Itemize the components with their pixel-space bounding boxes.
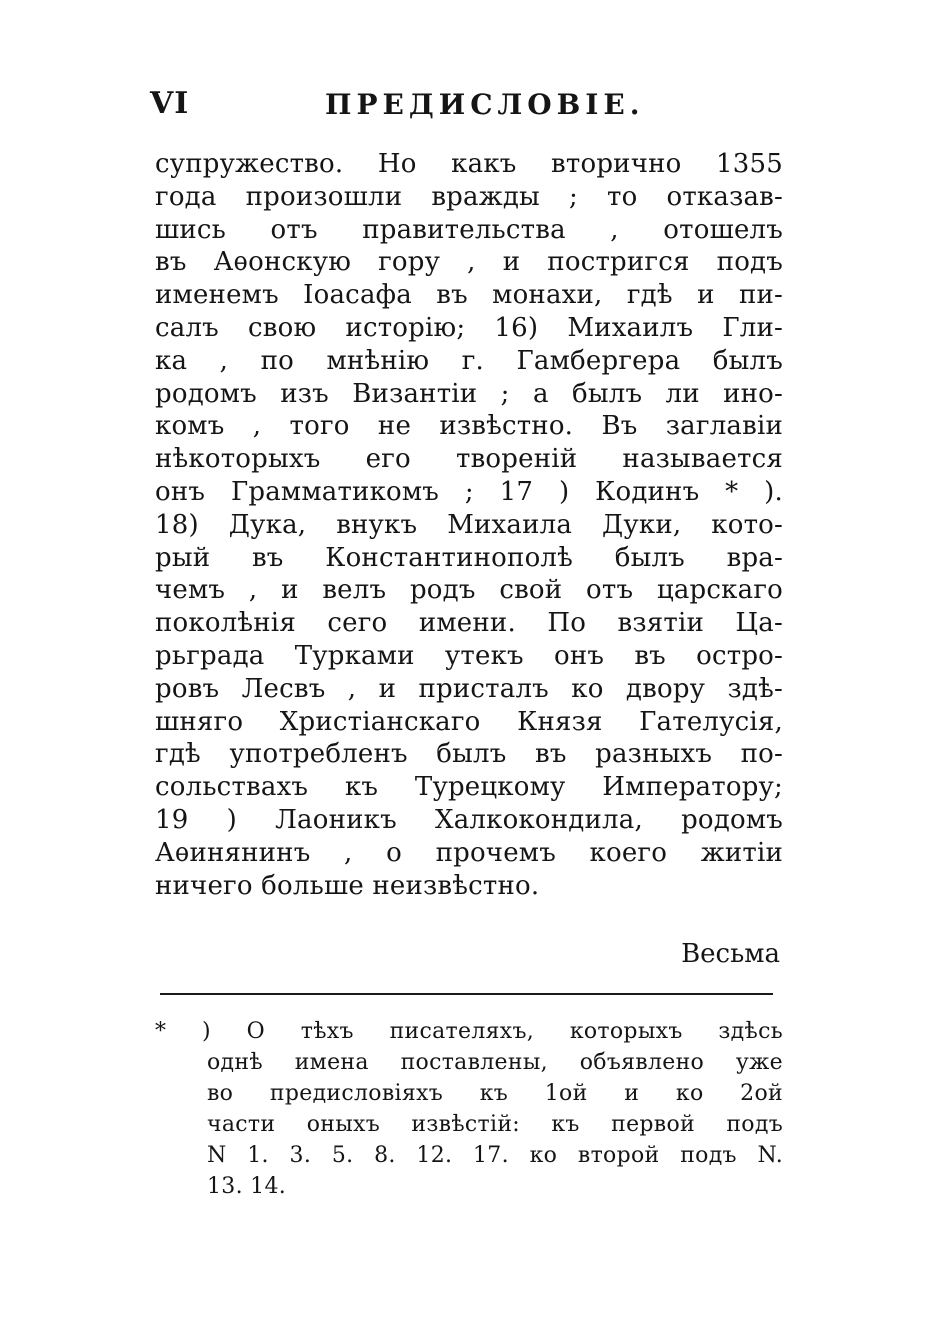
text-line: рый въ Константинополѣ былъ вра- [155,542,783,573]
body-text [155,148,783,902]
footnote-line: во предисловіяхъ къ 1ой и ко 2ой [207,1081,783,1106]
text-line: 19 ) Лаоникъ Халкокондила, родомъ [155,804,783,835]
text-line: шись отъ правительства , отошелъ [155,214,783,245]
text-line: ничего больше неизвѣстно. [155,870,540,901]
footnote-line: 13. 14. [207,1174,287,1199]
footnote-line: части оныхъ извѣстій: къ первой подъ [207,1112,783,1137]
text-line: рьграда Турками утекъ онъ въ остро- [155,640,783,671]
catchword: Весьма [681,939,780,969]
text-line: ка , по мнѣнію г. Гамбергера былъ [155,345,783,376]
text-line: нѣкоторыхъ его твореній называется [155,444,783,475]
text-line: супружество. Но какъ вторично 1355 [155,149,783,179]
running-head [150,86,790,130]
text-line: родомъ изъ Византіи ; а былъ ли ино- [155,378,783,409]
text-line: чемъ , и велъ родъ свой отъ царскаго [155,575,783,606]
text-line: гдѣ употребленъ былъ въ разныхъ по- [155,739,783,770]
text-line: комъ , того не извѣстно. Въ заглавіи [155,411,783,442]
text-line: поколѣнія сего имени. По взятіи Ца- [155,608,783,639]
text-line: 18) Дука, внукъ Михаила Дуки, кото- [155,509,783,540]
footnote-line: * ) О тѣхъ писателяхъ, которыхъ здѣсь [155,1019,783,1044]
running-title: ПРЕДИСЛОВІЕ. [325,88,645,121]
text-line: Аѳинянинъ , о прочемъ коего житіи [155,837,783,868]
footnote-line: однѣ имена поставлены, объявлено уже [207,1050,783,1075]
text-line: шняго Христіанскаго Князя Гателусія, [155,706,783,737]
text-line: салъ свою исторію; 16) Михаилъ Гли- [155,312,783,343]
text-line: именемъ Іоасафа въ монахи, гдѣ и пи- [155,280,783,311]
text-line: ровъ Лесвъ , и присталъ ко двору здѣ- [155,673,783,704]
text-line: онъ Грамматикомъ ; 17 ) Кодинъ * ). [155,476,783,507]
text-line: сольствахъ къ Турецкому Императору; [155,772,783,803]
footnote-line: N 1. 3. 5. 8. 12. 17. ко второй подъ N. [207,1143,783,1168]
page-number: VI [150,86,190,121]
footnote-divider [160,993,773,995]
text-line: года произошли вражды ; то отказав- [155,181,783,212]
text-line: въ Аѳонскую гору , и постригся подъ [155,247,783,278]
footnote [155,1016,783,1202]
